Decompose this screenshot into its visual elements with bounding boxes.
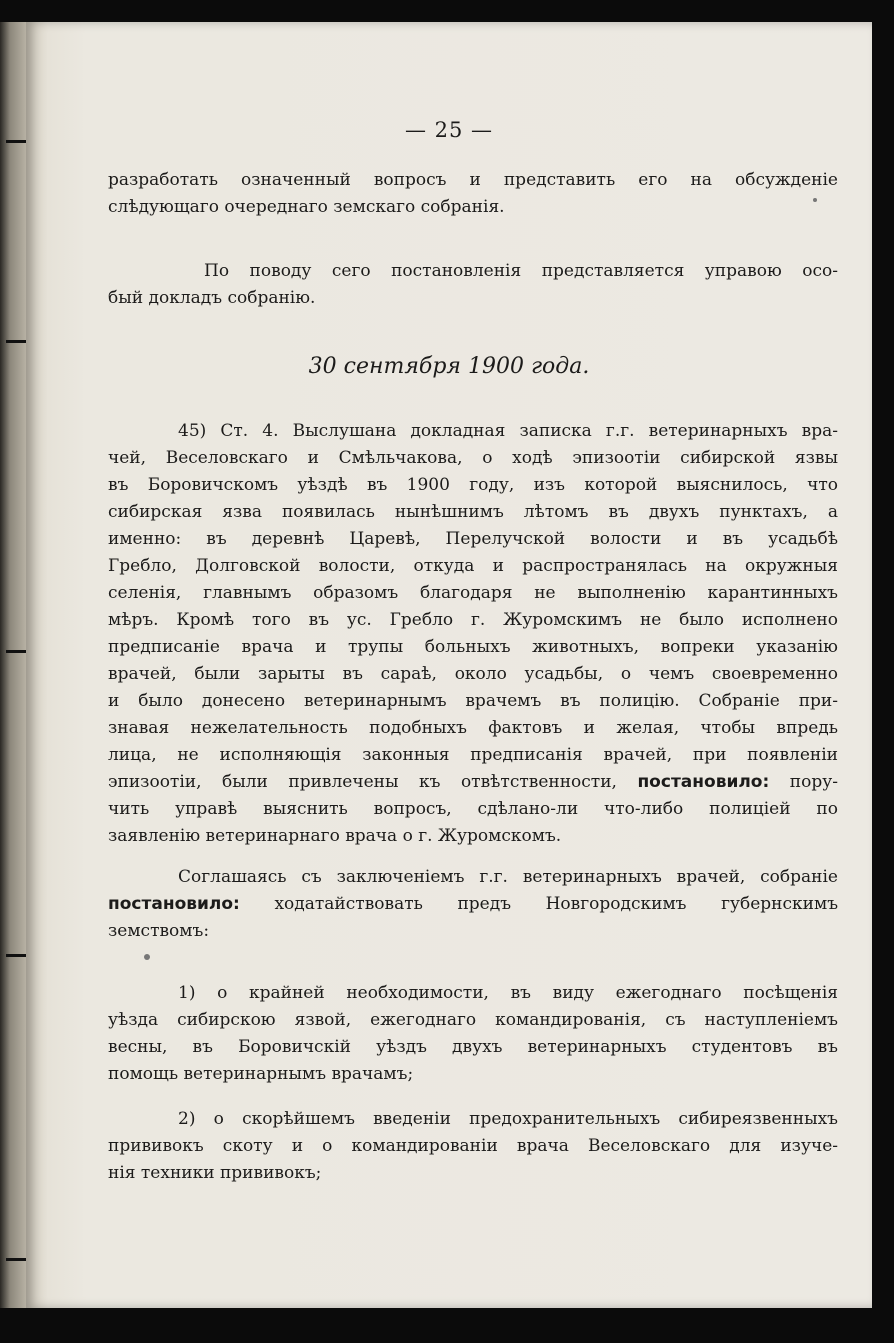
text-line: уѣзда сибирскою язвой, ежегоднаго командированія, съ наступленіемъ — [108, 1010, 838, 1030]
text-line: знавая нежелательность подобныхъ фактовъ и желая, чтобы впредь — [108, 718, 838, 738]
text-line: слѣдующаго очереднаго земскаго собранія. — [108, 197, 505, 217]
list-item-2 — [108, 1106, 838, 1187]
paragraph-continuation — [108, 167, 838, 221]
text-line: нія техники прививокъ; — [108, 1163, 322, 1183]
paragraph-report-note — [108, 258, 838, 312]
paragraph-resolution — [108, 864, 838, 945]
binding-stitch — [6, 650, 28, 653]
text-line: чить управѣ выяснить вопросъ, сдѣлано-ли что-либо полиціей по — [108, 799, 838, 819]
list-item-1 — [108, 980, 838, 1088]
text-line: весны, въ Боровичскій уѣздъ двухъ ветеринарныхъ студентовъ въ — [108, 1037, 838, 1057]
text-line: и было донесено ветеринарнымъ врачемъ въ полицію. Собраніе при- — [108, 691, 838, 711]
bold-keyword: постановило: — [108, 894, 240, 914]
paragraph-item-45 — [108, 418, 838, 850]
text-line: селенія, главнымъ образомъ благодаря не выполненію карантинныхъ — [108, 583, 838, 603]
text-segment: эпизоотіи, были привлечены къ отвѣтственности, — [108, 772, 617, 792]
ink-speck — [813, 198, 817, 202]
ink-speck — [144, 954, 150, 960]
binding-stitch — [6, 340, 28, 343]
text-line: заявленію ветеринарнаго врача о г. Журомскомъ. — [108, 826, 562, 846]
text-line: чей, Веселовскаго и Смѣльчакова, о ходѣ эпизоотіи сибирской язвы — [108, 448, 838, 468]
text-line: мѣръ. Кромѣ того въ ус. Гребло г. Журомскимъ не было исполнено — [108, 610, 838, 630]
text-line: Гребло, Долговской волости, откуда и распространялась на окружныя — [108, 556, 838, 576]
text-line: помощь ветеринарнымъ врачамъ; — [108, 1064, 414, 1084]
text-line: 1) о крайней необходимости, въ виду ежегоднаго посѣщенія — [178, 983, 838, 1003]
binding-stitch — [6, 954, 28, 957]
session-date: 30 сентября 1900 года. — [308, 354, 590, 379]
text-line: земствомъ: — [108, 921, 210, 941]
text-line: именно: въ деревнѣ Царевѣ, Перелучской волости и въ усадьбѣ — [108, 529, 838, 549]
text-segment: ходатайствовать предъ Новгородскимъ губернскимъ — [274, 894, 839, 914]
text-line: разработать означенный вопросъ и представить его на обсужденіе — [108, 170, 838, 190]
text-segment: пору- — [789, 772, 838, 792]
text-line: предписаніе врача и трупы больныхъ животныхъ, вопреки указанію — [108, 637, 838, 657]
text-line: бый докладъ собранію. — [108, 288, 316, 308]
text-line: прививокъ скоту и о командированіи врача Веселовскаго для изуче- — [108, 1136, 838, 1156]
document-page — [26, 22, 872, 1308]
text-line: 2) о скорѣйшемъ введеніи предохранительныхъ сибиреязвенныхъ — [178, 1109, 838, 1129]
text-line: врачей, были зарыты въ сараѣ, около усадьбы, о чемъ своевременно — [108, 664, 838, 684]
binding-stitch — [6, 1258, 28, 1261]
page-number: — 25 — — [404, 118, 494, 142]
text-line: сибирская язва появилась нынѣшнимъ лѣтомъ въ двухъ пунктахъ, а — [108, 502, 838, 522]
text-line: лица, не исполняющія законныя предписанія врачей, при появленіи — [108, 745, 838, 765]
binding-stitch — [6, 140, 28, 143]
text-line: Соглашаясь съ заключеніемъ г.г. ветеринарныхъ врачей, собраніе — [178, 867, 838, 887]
text-line-with-bold — [108, 891, 838, 918]
text-line: По поводу сего постановленія представляется управою осо- — [204, 261, 838, 281]
bold-keyword: постановило: — [637, 772, 770, 792]
text-line: въ Боровичскомъ уѣздѣ въ 1900 году, изъ которой выяснилось, что — [108, 475, 838, 495]
text-line-with-bold — [108, 769, 838, 796]
text-line: 45) Ст. 4. Выслушана докладная записка г.г. ветеринарныхъ вра- — [178, 421, 838, 441]
